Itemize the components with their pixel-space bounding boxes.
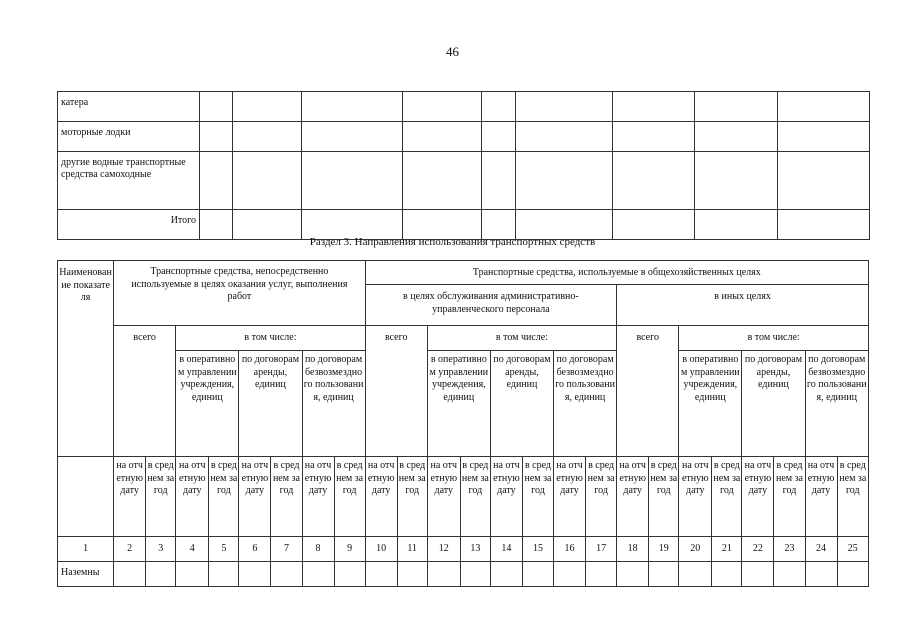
row-label-ground: Наземны (58, 562, 114, 587)
free-use-header: по договорам безвозмездного пользования, единиц (554, 351, 617, 457)
column-number: 25 (837, 537, 868, 562)
avg-year-header: в среднем за год (146, 457, 176, 537)
including-header: в том числе: (679, 326, 869, 351)
row-label-other-water: другие водные транспортные средства самоходные (58, 152, 200, 210)
table-row (58, 210, 870, 240)
group-general-header: Транспортные средства, используемые в общехозяйственных целях (365, 261, 868, 285)
data-cell (233, 122, 302, 152)
group-direct-header: Транспортные средства, непосредственно используемые в целях оказания услуг, выполнения работ (114, 261, 366, 326)
column-number: 2 (114, 537, 146, 562)
data-cell (679, 562, 712, 587)
at-date-header: на отчетную дату (805, 457, 837, 537)
column-number: 14 (490, 537, 522, 562)
row-label-total: Итого (58, 210, 200, 240)
column-number: 6 (239, 537, 271, 562)
data-cell (403, 122, 482, 152)
page-number: 46 (446, 44, 459, 59)
at-date-header: на отчетную дату (617, 457, 649, 537)
avg-year-header: в среднем за год (397, 457, 427, 537)
data-cell (490, 562, 522, 587)
data-cell (516, 210, 613, 240)
column-number: 24 (805, 537, 837, 562)
data-cell (742, 562, 774, 587)
data-cell (200, 122, 233, 152)
data-cell (516, 122, 613, 152)
data-cell (617, 562, 649, 587)
at-date-header: на отчетную дату (365, 457, 397, 537)
data-cell (403, 92, 482, 122)
data-cell (114, 562, 146, 587)
data-cell (613, 122, 695, 152)
data-cell (712, 562, 742, 587)
column-number: 21 (712, 537, 742, 562)
lease-header: по договорам аренды, единиц (490, 351, 553, 457)
data-cell (427, 562, 460, 587)
at-date-header: на отчетную дату (176, 457, 209, 537)
subgroup-admin-header: в целях обслуживания административно-управленческого персонала (365, 285, 617, 326)
data-cell (778, 152, 870, 210)
at-date-header: на отчетную дату (490, 457, 522, 537)
avg-year-header: в среднем за год (712, 457, 742, 537)
avg-year-header: в среднем за год (460, 457, 490, 537)
table-row (58, 562, 869, 587)
data-cell (516, 152, 613, 210)
data-cell (403, 152, 482, 210)
column-number: 22 (742, 537, 774, 562)
column-number: 4 (176, 537, 209, 562)
at-date-header: на отчетную дату (239, 457, 271, 537)
data-cell (613, 210, 695, 240)
data-cell (146, 562, 176, 587)
data-cell (778, 210, 870, 240)
subgroup-other-header: в иных целях (617, 285, 869, 326)
data-cell (586, 562, 617, 587)
usage-directions-table (57, 260, 869, 587)
column-number: 20 (679, 537, 712, 562)
avg-year-header: в среднем за год (774, 457, 805, 537)
data-cell (200, 210, 233, 240)
data-cell (460, 562, 490, 587)
data-cell (365, 562, 397, 587)
data-cell (482, 92, 516, 122)
column-number: 12 (427, 537, 460, 562)
including-header: в том числе: (176, 326, 365, 351)
avg-year-header: в среднем за год (586, 457, 617, 537)
data-cell (774, 562, 805, 587)
table-row (58, 122, 870, 152)
data-cell (778, 92, 870, 122)
data-cell (302, 92, 403, 122)
column-number: 13 (460, 537, 490, 562)
at-date-header: на отчетную дату (302, 457, 334, 537)
indicator-header: Наименование показателя (58, 261, 114, 457)
column-number: 18 (617, 537, 649, 562)
data-cell (302, 210, 403, 240)
at-date-header: на отчетную дату (114, 457, 146, 537)
column-number: 23 (774, 537, 805, 562)
data-cell (302, 562, 334, 587)
column-number: 8 (302, 537, 334, 562)
column-number: 5 (209, 537, 239, 562)
including-header: в том числе: (427, 326, 616, 351)
data-cell (233, 210, 302, 240)
column-number: 11 (397, 537, 427, 562)
lease-header: по договорам аренды, единиц (742, 351, 805, 457)
data-cell (613, 152, 695, 210)
data-cell (516, 92, 613, 122)
data-cell (695, 122, 778, 152)
data-cell (522, 562, 553, 587)
vehicle-count-table (57, 91, 870, 240)
avg-year-header: в среднем за год (522, 457, 553, 537)
data-cell (209, 562, 239, 587)
data-cell (482, 152, 516, 210)
data-cell (778, 122, 870, 152)
data-cell (613, 92, 695, 122)
data-cell (200, 152, 233, 210)
data-cell (271, 562, 302, 587)
column-number: 19 (649, 537, 679, 562)
row-label-boats: катера (58, 92, 200, 122)
data-cell (302, 122, 403, 152)
at-date-header: на отчетную дату (554, 457, 586, 537)
column-number: 15 (522, 537, 553, 562)
avg-year-header: в среднем за год (334, 457, 365, 537)
column-number: 7 (271, 537, 302, 562)
avg-year-header: в среднем за год (271, 457, 302, 537)
data-cell (695, 92, 778, 122)
total-header: всего (114, 326, 176, 457)
op-management-header: в оперативном управлении учреждения, единиц (176, 351, 239, 457)
data-cell (482, 122, 516, 152)
data-cell (334, 562, 365, 587)
data-cell (805, 562, 837, 587)
data-cell (482, 210, 516, 240)
column-number: 17 (586, 537, 617, 562)
data-cell (403, 210, 482, 240)
total-header: всего (365, 326, 427, 457)
column-number: 16 (554, 537, 586, 562)
free-use-header: по договорам безвозмездного пользования, единиц (805, 351, 868, 457)
data-cell (200, 92, 233, 122)
row-label-motorboats: моторные лодки (58, 122, 200, 152)
avg-year-header: в среднем за год (649, 457, 679, 537)
column-number: 3 (146, 537, 176, 562)
data-cell (695, 152, 778, 210)
data-cell (397, 562, 427, 587)
data-cell (233, 92, 302, 122)
free-use-header: по договорам безвозмездного пользования, единиц (302, 351, 365, 457)
data-cell (554, 562, 586, 587)
avg-year-header: в среднем за год (837, 457, 868, 537)
data-cell (649, 562, 679, 587)
column-number: 10 (365, 537, 397, 562)
avg-year-header: в среднем за год (209, 457, 239, 537)
total-header: всего (617, 326, 679, 457)
column-number: 1 (58, 537, 114, 562)
at-date-header: на отчетную дату (679, 457, 712, 537)
table-row (58, 92, 870, 122)
data-cell (695, 210, 778, 240)
op-management-header: в оперативном управлении учреждения, единиц (427, 351, 490, 457)
data-cell (837, 562, 868, 587)
data-cell (239, 562, 271, 587)
lease-header: по договорам аренды, единиц (239, 351, 302, 457)
op-management-header: в оперативном управлении учреждения, единиц (679, 351, 742, 457)
section-title: Раздел 3. Направления использования транспортных средств (309, 236, 596, 248)
data-cell (176, 562, 209, 587)
data-cell (302, 152, 403, 210)
at-date-header: на отчетную дату (742, 457, 774, 537)
table-row (58, 152, 870, 210)
column-number: 9 (334, 537, 365, 562)
data-cell (233, 152, 302, 210)
at-date-header: на отчетную дату (427, 457, 460, 537)
